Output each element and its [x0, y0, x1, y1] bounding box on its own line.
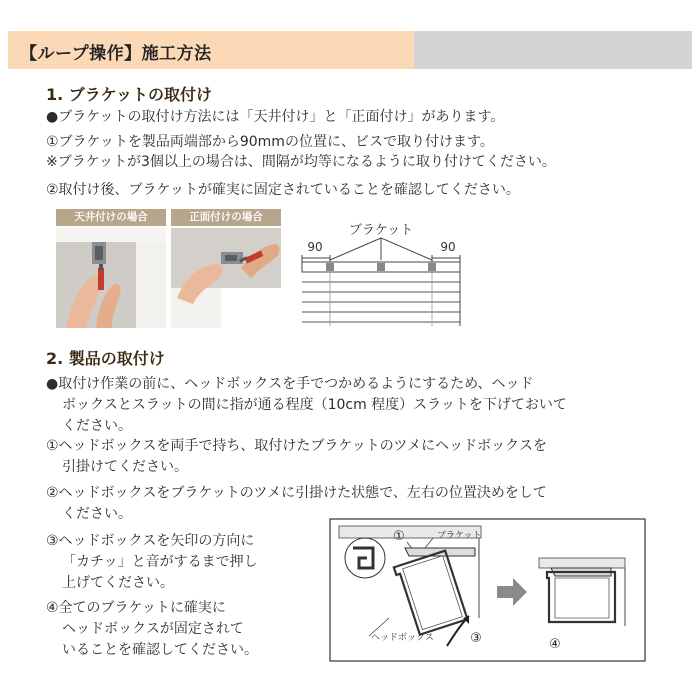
section1-step1: ①ブラケットを製品両端部から90mmの位置に、ビスで取り付けます。: [46, 134, 494, 150]
section1-note: ※ブラケットが3個以上の場合は、間隔が均等になるように取り付けてください。: [46, 154, 556, 170]
section2-step2-line1: ②ヘッドボックスをブラケットのツメに引掛けた状態で、左右の位置決めをして: [46, 485, 547, 501]
mark-1: ①: [393, 529, 405, 544]
left-dimension: 90: [307, 240, 323, 254]
section2-step2-line2: ください。: [62, 506, 132, 522]
bracket-label: ブラケット: [348, 223, 414, 238]
section2-step1-line1: ①ヘッドボックスを両手で持ち、取付けたブラケットのツメにヘッドボックスを: [46, 438, 548, 454]
page-title: 【ループ操作】施工方法: [20, 44, 212, 64]
section1-title: 1. ブラケットの取付け: [46, 85, 212, 104]
bracket-position-diagram: [296, 218, 468, 328]
ceiling-mount-photo: [56, 228, 166, 328]
front-mount-photo: [171, 228, 281, 328]
diagram-bracket-label: ブラケット: [437, 531, 482, 541]
mark-4: ④: [549, 637, 561, 652]
mark-3: ③: [470, 631, 482, 646]
section2-step3-line2: 「カチッ」と音がするまで押し: [62, 554, 258, 570]
section2-step3-line3: 上げてください。: [62, 575, 174, 591]
section2-step1-line2: 引掛けてください。: [62, 459, 188, 475]
right-dimension: 90: [440, 240, 456, 254]
section2-bullet-line3: ください。: [62, 418, 132, 434]
section2-step4-line1: ④全てのブラケットに確実に: [46, 600, 226, 616]
header-band-gray: [414, 31, 692, 69]
section2-step4-line3: いることを確認してください。: [62, 642, 258, 658]
photo2-label: 正面付けの場合: [171, 209, 281, 226]
section2-bullet-line2: ボックスとスラットの間に指が通る程度（10cm 程度）スラットを下げておいて: [62, 397, 567, 413]
diagram-headbox-label: ヘッドボックス: [371, 633, 434, 643]
section2-title: 2. 製品の取付け: [46, 349, 165, 368]
section2-step4-line2: ヘッドボックスが固定されて: [62, 621, 244, 637]
headbox-mounting-diagram: [329, 518, 646, 662]
photo1-label: 天井付けの場合: [56, 209, 166, 226]
section1-step2: ②取付け後、ブラケットが確実に固定されていることを確認してください。: [46, 182, 520, 198]
section1-bullet: ●ブラケットの取付け方法には「天井付け」と「正面付け」があります。: [46, 109, 505, 125]
section2-bullet-line1: ●取付け作業の前に、ヘッドボックスを手でつかめるようにするため、ヘッド: [46, 376, 534, 392]
section2-step3-line1: ③ヘッドボックスを矢印の方向に: [46, 533, 255, 549]
